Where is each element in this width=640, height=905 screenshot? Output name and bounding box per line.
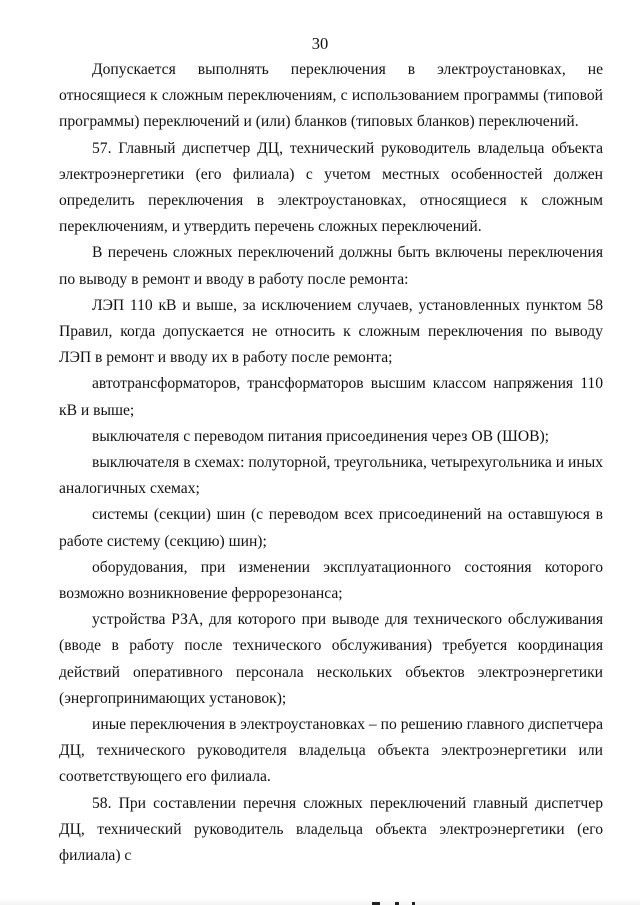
document-body	[59, 57, 603, 869]
list-item-busbar-system: системы (секции) шин (с переводом всех присоединений на оставшуюся в работе систему (секцию) шин);	[59, 506, 603, 550]
scan-bottom-edge	[0, 899, 640, 905]
page-number: 30	[311, 34, 329, 53]
paragraph-complex-list-intro: В перечень сложных переключений должны быть включены переключения по выводу в ремонт и вводу в работу после ремонта:	[59, 244, 603, 288]
list-item-other-switching: иные переключения в электроустановках – по решению главного диспетчера ДЦ, технического руководителя владельца объекта электроэнергетики или соответствующего его филиала.	[59, 716, 603, 786]
list-item-breaker-bypass: выключателя с переводом питания присоединения через ОВ (ШОВ);	[92, 427, 550, 445]
paragraph-item-58: 58. При составлении перечня сложных переключений главный диспетчер ДЦ, технический руководитель владельца объекта электроэнергетики (его филиала) с	[59, 794, 603, 865]
list-item-ferroresonance: оборудования, при изменении эксплуатационного состояния которого возможно возникновение феррорезонанса;	[59, 558, 603, 603]
list-item-power-lines: ЛЭП 110 кВ и выше, за исключением случаев, установленных пунктом 58 Правил, когда допускается не относить к сложным переключения по выводу ЛЭП в ремонт и вводу их в работу после ремонта;	[59, 296, 603, 367]
list-item-relay-protection: устройства РЗА, для которого при выводе для технического обслуживания (вводе в работу после технического обслуживания) требуется координация действий оперативного персонала нескольких объектов электроэнергетики (энергопринимающих установок);	[59, 611, 603, 707]
paragraph-item-57: 57. Главный диспетчер ДЦ, технический руководитель владельца объекта электроэнергетики (его филиала) с учетом местных особенностей должен определить переключения в электроустановках, относящиеся к сложным переключениям, и утвердить перечень сложных переключений.	[59, 139, 603, 236]
list-item-breaker-schemes: выключателя в схемах: полуторной, треугольника, четырехугольника и иных аналогичных схемах;	[59, 454, 603, 498]
paragraph-switching-programs: Допускается выполнять переключения в электроустановках, не относящиеся к сложным переключениям, с использованием программы (типовой программы) переключений и (или) бланков (типовых бланков) переключений.	[59, 61, 603, 131]
list-item-transformers: автотрансформаторов, трансформаторов высшим классом напряжения 110 кВ и выше;	[59, 375, 603, 419]
